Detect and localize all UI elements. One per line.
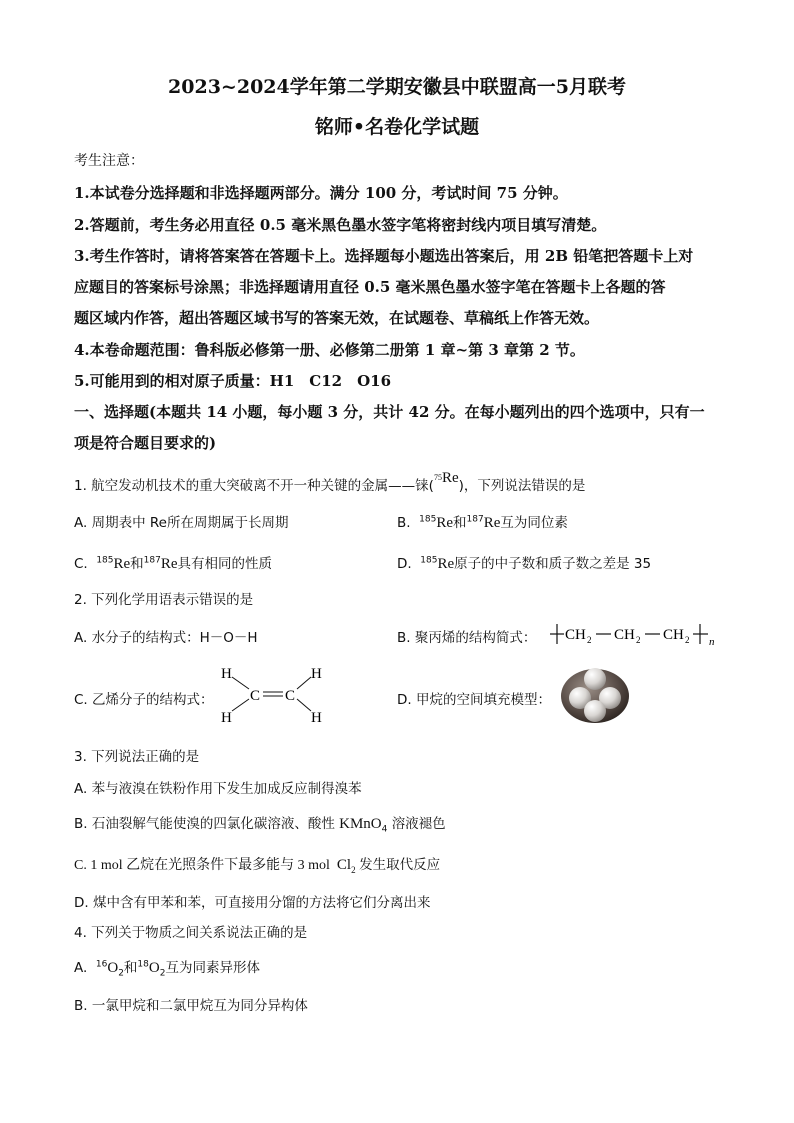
question-2-option-c: C. 乙烯分子的结构式：	[74, 692, 214, 708]
question-3-option-a: A. 苯与液溴在铁粉作用下发生加成反应制得溴苯	[74, 781, 362, 797]
svg-text:2: 2	[636, 635, 641, 645]
question-1-option-a: A. 周期表中 Re所在周期属于长周期	[74, 515, 289, 531]
svg-text:H: H	[311, 666, 322, 682]
svg-text:C: C	[250, 688, 261, 704]
svg-text:CH: CH	[565, 627, 586, 643]
notice-item-3-cont1: 应题目的答案标号涂黑；非选择题请用直径 0.5 毫米黑色墨水签字笔在答题卡上各题的答	[74, 278, 666, 296]
notice-item-1: 1.本试卷分选择题和非选择题两部分。满分 100 分，考试时间 75 分钟。	[74, 184, 568, 202]
question-2-stem: 2. 下列化学用语表示错误的是	[74, 592, 254, 608]
question-1-option-c: C. $^{185}$Re和$^{187}$Re具有相同的性质	[74, 555, 273, 572]
polypropylene-formula	[548, 619, 720, 649]
notice-heading: 考生注意：	[74, 153, 144, 169]
svg-text:CH: CH	[663, 627, 684, 643]
notice-item-3: 3.考生作答时，请将答案答在答题卡上。选择题每小题选出答案后，用 2B 铅笔把答题卡上对	[74, 247, 694, 265]
question-1-stem: 1. 航空发动机技术的重大突破离不开一种关键的金属——铼($^{75}$Re)，下列说法错误的是	[74, 470, 586, 494]
notice-item-5: 5.可能用到的相对原子质量：H1 C12 O16	[74, 372, 392, 390]
question-2-option-a: A. 水分子的结构式：H－O－H	[74, 630, 258, 646]
svg-text:C: C	[285, 688, 296, 704]
notice-item-3-cont2: 题区域内作答，超出答题区域书写的答案无效，在试题卷、草稿纸上作答无效。	[74, 309, 600, 327]
svg-text:CH: CH	[614, 627, 635, 643]
question-4-option-a: A. $^{16}O_2$和$^{18}O_2$互为同素异形体	[74, 959, 260, 979]
question-2-option-b: B. 聚丙烯的结构简式：	[397, 630, 537, 646]
rhenium-nuclide: $^{75}$Re	[433, 470, 459, 486]
notice-item-4: 4.本卷命题范围：鲁科版必修第一册、必修第二册第 1 章~第 3 章第 2 节。	[74, 341, 585, 359]
question-2-option-d: D. 甲烷的空间填充模型：	[397, 692, 551, 708]
svg-text:n: n	[709, 636, 715, 648]
methane-space-filling-model-icon	[559, 664, 631, 726]
svg-text:2: 2	[685, 635, 690, 645]
svg-text:H: H	[221, 710, 232, 726]
question-3-option-b: B. 石油裂解气能使溴的四氯化碳溶液、酸性 KMnO$_4$ 溶液褪色	[74, 816, 446, 835]
question-4-option-b: B. 一氯甲烷和二氯甲烷互为同分异构体	[74, 998, 308, 1014]
section-heading-line1: 一、选择题(本题共 14 小题，每小题 3 分，共计 42 分。在每小题列出的四个选项中，只有一	[74, 403, 705, 421]
question-1-option-b: B. $^{185}$Re和$^{187}$Re互为同位素	[397, 514, 568, 531]
notice-item-2: 2.答题前，考生务必用直径 0.5 毫米黑色墨水签字笔将密封线内项目填写清楚。	[74, 216, 607, 234]
svg-text:H: H	[311, 710, 322, 726]
ethylene-structure	[217, 659, 332, 729]
question-4-stem: 4. 下列关于物质之间关系说法正确的是	[74, 925, 308, 941]
question-3-option-d: D. 煤中含有甲苯和苯，可直接用分馏的方法将它们分离出来	[74, 895, 431, 911]
question-1-option-d: D. $^{185}$Re原子的中子数和质子数之差是 35	[397, 555, 652, 572]
question-3-option-c: C. 1 mol 乙烷在光照条件下最多能与 3 mol $Cl_2$ 发生取代反应	[74, 857, 441, 875]
svg-text:H: H	[221, 666, 232, 682]
svg-text:2: 2	[587, 635, 592, 645]
exam-title: 2023~2024学年第二学期安徽县中联盟高一5月联考	[168, 76, 626, 98]
section-heading-line2: 项是符合题目要求的)	[74, 434, 217, 452]
question-3-stem: 3. 下列说法正确的是	[74, 749, 200, 765]
exam-subtitle: 铭师•名卷化学试题	[314, 116, 480, 138]
